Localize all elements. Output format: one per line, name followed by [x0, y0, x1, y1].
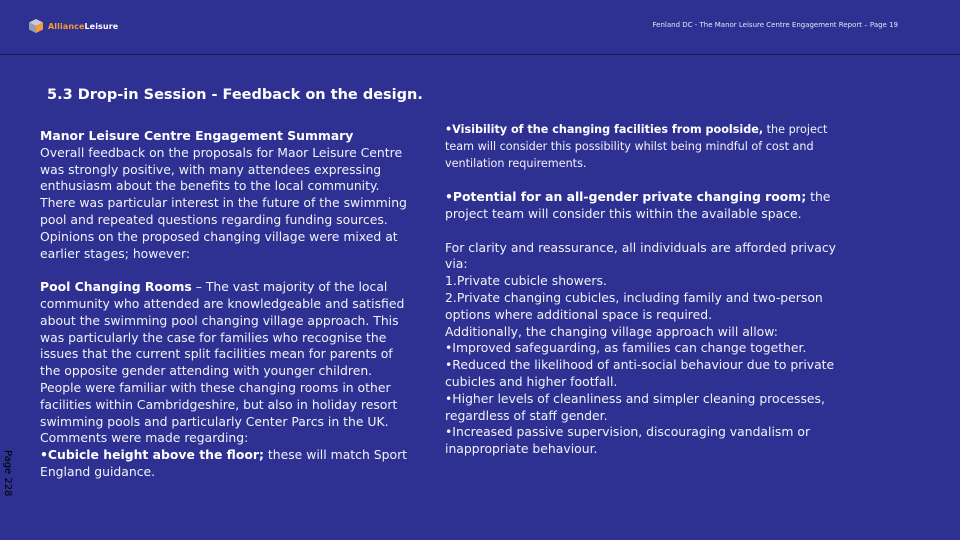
- comments-intro: Comments were made regarding:: [40, 430, 249, 446]
- pool-changing-text: – The vast majority of the local community who attended are knowledgeable and satisfied about the swimming pool changing village approach. This was particularly the case for families who recognise the issues that the current split facilities mean for parents of the opposite gender attending with younger children. People were familiar with these changing rooms in other facilities within Cambridgeshire, but also in holiday resort swimming pools and particularly Center Parcs in the UK.: [40, 279, 405, 429]
- page-header: [0, 0, 960, 55]
- page-number: Page 228: [2, 450, 13, 497]
- allgender-text: the project team will consider this within the available space.: [445, 189, 831, 221]
- report-title: Fenland DC - The Manor Leisure Centre Engagement Report – Page 19: [652, 21, 898, 29]
- cube-logo-icon: [28, 18, 44, 34]
- benefit-item: •Higher levels of cleanliness and simpler cleaning processes, regardless of staff gender.: [445, 390, 825, 423]
- alliance-leisure-logo: [28, 18, 118, 34]
- clarity-intro: For clarity and reassurance, all individuals are afforded privacy via:: [445, 239, 836, 272]
- pool-changing-label: Pool Changing Rooms: [40, 279, 192, 295]
- visibility-text: the project team will consider this possibility whilst being mindful of cost and ventilation requirements.: [445, 123, 828, 170]
- additionally-line: Additionally, the changing village approach will allow:: [445, 323, 778, 339]
- benefit-item: •Reduced the likelihood of anti-social behaviour due to private cubicles and higher footfall.: [445, 357, 835, 389]
- overview-paragraph: Overall feedback on the proposals for Maor Leisure Centre was strongly positive, with many attendees expressing enthusiasm about the benefits to the local community. There was particular interest in the future of the swimming pool and repeated questions regarding funding sources. Opinions on the proposed changing village were mixed at earlier stages; however:: [40, 144, 407, 261]
- visibility-label: •Visibility of the changing facilities from poolside,: [445, 123, 764, 136]
- left-column: [40, 128, 412, 481]
- cubicle-paragraph: [40, 447, 412, 481]
- summary-heading: Manor Leisure Centre Engagement Summary: [40, 128, 354, 143]
- benefit-item: •Increased passive supervision, discouraging vandalism or inappropriate behaviour.: [445, 424, 811, 457]
- benefit-item: •Improved safeguarding, as families can change together.: [445, 340, 807, 356]
- right-column: [445, 122, 855, 458]
- cubicle-label: •Cubicle height above the floor;: [40, 447, 264, 463]
- allgender-paragraph: [445, 189, 855, 223]
- logo-text: AllianceLeisure: [48, 21, 119, 31]
- section-title: 5.3 Drop-in Session - Feedback on the design.: [47, 87, 423, 103]
- cubicle-text: these will match Sport England guidance.: [40, 447, 408, 479]
- privacy-item: 1.Private cubicle showers.: [445, 273, 607, 289]
- allgender-label: •Potential for an all-gender private changing room;: [445, 189, 807, 205]
- pool-changing-paragraph: [40, 279, 412, 430]
- privacy-item: 2.Private changing cubicles, including family and two-person options where additional space is required.: [445, 289, 823, 322]
- visibility-paragraph: [445, 122, 855, 172]
